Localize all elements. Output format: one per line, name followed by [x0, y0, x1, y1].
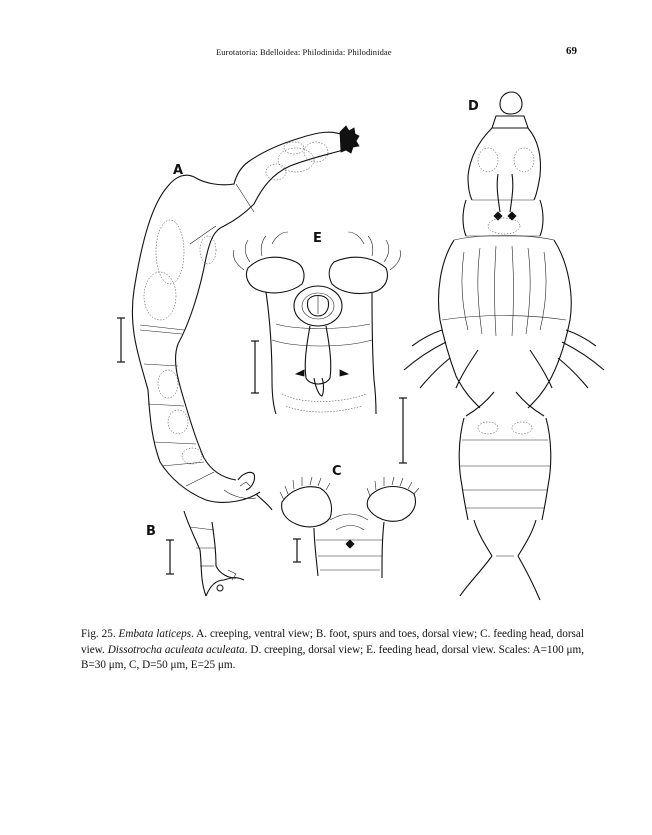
panel-label-d: D — [468, 99, 479, 114]
caption-part-2: . D. creeping, dorsal view; E. feeding head, dorsal view. Scales: A=100 μm, B=30 μm, C, D=50 μm, E=25 μm. — [81, 643, 585, 672]
figure-caption — [81, 627, 584, 674]
page-number: 69 — [566, 45, 577, 57]
caption-species-1: Embata laticeps — [118, 628, 192, 640]
caption-species-2: Dissotrocha aculeata aculeata — [107, 643, 245, 656]
panel-e-drawing — [233, 232, 400, 414]
scale-bar-b — [166, 540, 174, 574]
panel-d-drawing — [404, 92, 604, 600]
panel-c-drawing — [280, 477, 419, 578]
panel-label-c: C — [332, 464, 342, 479]
panel-label-a: A — [173, 163, 184, 178]
scale-bar-a — [117, 318, 125, 362]
caption-part-1: . A. creeping, ventral view; B. foot, spurs and toes, dorsal view; C. feeding head, dorsal view. — [81, 628, 584, 656]
scale-bar-c — [293, 539, 301, 562]
running-head: Eurotatoria: Bdelloidea: Philodinida: Philodinidae — [216, 47, 392, 57]
caption-figure-number: Fig. 25. — [81, 628, 116, 640]
panel-b-drawing — [184, 511, 244, 596]
panel-label-e: E — [313, 231, 322, 246]
scale-bar-d — [399, 398, 407, 463]
scale-bar-e — [251, 341, 259, 393]
panel-label-b: B — [146, 524, 156, 539]
